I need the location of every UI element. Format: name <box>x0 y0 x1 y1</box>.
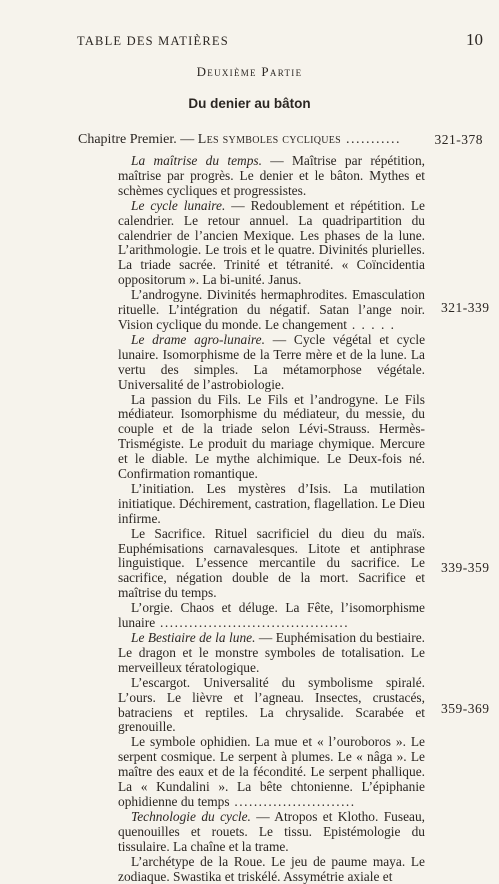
entry-text: L’archétype de la Roue. Le jeu de paume maya. Le zodiaque. Swastika et triskélé. Assymétrie axiale et <box>118 853 425 884</box>
entry-text: Le symbole ophidien. La mue et « l’ouroboros ». Le serpent cosmique. Le serpent à plumes. Le « nâga ». Le maître des eaux et de la fécondité. Le serpent phallique. La « Kundalini ». La bête chtonienne. L’épiphanie ophidienne du temps <box>118 734 425 809</box>
toc-entry <box>118 154 425 199</box>
running-head: TABLE DES MATIÈRES <box>77 34 229 48</box>
entry-text: — Atropos et Klotho. Fuseau, quenouilles et rouets. Le tissu. Epistémologie du tissulaire. La chaîne et la trame. <box>118 808 425 854</box>
entry-lead: Le Bestiaire de la lune. <box>131 630 256 645</box>
toc-entry <box>118 855 425 884</box>
page-range: 359-369 <box>441 701 490 716</box>
toc-entry <box>118 333 425 393</box>
chapter-label: Chapitre Premier. — <box>78 132 198 147</box>
section-title: Du denier au bâton <box>188 96 311 111</box>
entry-lead: Le drame agro-lunaire. <box>131 331 265 347</box>
chapter-page-range: 321-378 <box>434 132 483 147</box>
entry-text: Le Sacrifice. Rituel sacrificiel du dieu du maïs. Euphémisations carnavalesques. Litote et antiphrase linguistique. L’essence mercantile du sacrifice. Le sacrifice, négation double de la mort. Sacrifice et maîtrise du temps. <box>118 525 425 601</box>
leader-dots: ......................... <box>229 793 356 809</box>
chapter-title: Les symboles cycliques <box>197 132 342 147</box>
entry-text: — Euphémisation du bestiaire. Le dragon et le monstre symboles de totalisation. Le merveilleux tératologique. <box>118 630 425 675</box>
entry-text: L’orgie. Chaos et déluge. La Fête, l’isomorphisme lunaire <box>118 600 425 631</box>
toc-entries <box>118 154 425 884</box>
toc-entry <box>118 631 425 676</box>
toc-entry <box>118 393 425 482</box>
leader-dots: . . . . . <box>347 316 396 332</box>
toc-entry <box>118 676 425 736</box>
entry-text: — Maîtrise par répétition, maîtrise par progrès. Le denier et le bâton. Mythes et schèmes cycliques et progressistes. <box>118 153 425 198</box>
chapter-heading <box>78 132 485 148</box>
toc-entry <box>118 735 425 810</box>
entry-text: La passion du Fils. Le Fils et l’androgyne. Le Fils médiateur. Isomorphisme du médiateur, du messie, du couple et de la triade selon Lévi-Strauss. Hermès-Trismégiste. Le produit du mariage chymique. Mercure et le diable. Le mythe alchimique. Le Deux-fois né. Confirmation romantique. <box>118 391 425 482</box>
page-range: 339-359 <box>441 560 490 575</box>
leader-dots: ....................................... <box>155 615 350 631</box>
toc-entry <box>118 810 425 855</box>
entry-lead: Technologie du cycle. <box>131 808 251 824</box>
toc-entry <box>118 288 425 333</box>
toc-entry <box>118 482 425 527</box>
entry-text: — Redoublement et répétition. Le calendrier. Le retour annuel. La quadripartition du calendrier de l’ancien Mexique. Les phases de la lune. L’arithmologie. Le trois et le quatre. Divinités plurielles. La triade sacrée. Trinité et tétranité. « Coïncidentia oppositorum ». La bi-unité. Janus. <box>118 197 425 288</box>
entry-text: L’initiation. Les mystères d’Isis. La mutilation initiatique. Déchirement, castration, flagellation. Le Dieu infirme. <box>118 480 425 526</box>
page-number: 10 <box>466 30 483 49</box>
toc-entry <box>118 199 425 288</box>
leader-dots: ........... <box>341 132 402 147</box>
part-title: Deuxième Partie <box>196 64 303 79</box>
page-range: 321-339 <box>441 300 490 315</box>
entry-text: L’androgyne. Divinités hermaphrodites. Emasculation rituelle. L’intégration du négatif. Satan l’ange noir. Vision cyclique du monde. Le changement <box>118 287 425 332</box>
entry-lead: La maîtrise du temps. <box>131 153 262 168</box>
entry-text: L’escargot. Universalité du symbolisme spiralé. L’ours. Le lièvre et l’agneau. Insectes, crustacés, batraciens et reptiles. La chrysalide. Scarabée et grenouille. <box>118 674 425 735</box>
toc-entry <box>118 601 425 631</box>
entry-text: — Cycle végétal et cycle lunaire. Isomorphisme de la Terre mère et de la lune. La vertu des simples. La métamorphose végétale. Universalité de l’astrobiologie. <box>118 331 426 392</box>
toc-entry <box>118 527 425 602</box>
entry-lead: Le cycle lunaire. <box>131 197 226 213</box>
